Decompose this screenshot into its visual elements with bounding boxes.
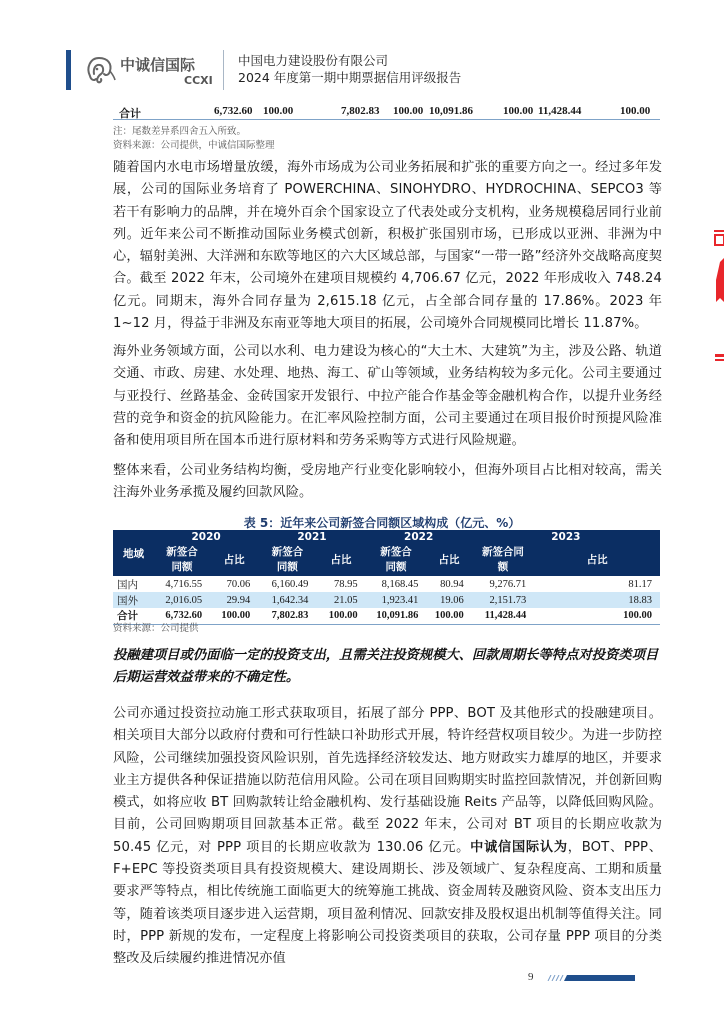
header-titles [238,52,461,86]
cell: 29.94 [210,592,258,608]
table-row [113,576,660,592]
cell: 100.00 [210,608,258,624]
ccxi-opinion-label: 中诚信国际认为 [470,839,568,855]
table-note: 注：尾数差异系四舍五入所致。 [113,126,247,137]
table-row [113,592,660,608]
cell: 78.95 [333,578,358,590]
cell: 10,091.86 [366,608,427,624]
ccxi-logo [84,52,224,88]
cell: 70.06 [226,578,251,590]
cell: 4,716.55 [165,578,203,590]
cell: 2,016.05 [154,592,210,608]
cell: 81.17 [628,578,652,590]
header-divider [223,50,224,90]
total-label: 合计 [119,108,141,120]
header-year: 2020 [154,530,258,544]
cell: 1,923.41 [366,592,427,608]
header-amount: 新签合同额 [472,544,535,576]
cell: 8,168.45 [381,578,419,590]
header-amount: 新签合同额 [366,544,427,576]
cell-region: 合计 [113,608,154,624]
header-accent-bar [66,50,71,90]
red-seal-stamp-icon [712,230,724,370]
paragraph-summary: 整体来看，公司业务结构均衡，受房地产行业变化影响较小，但海外项目占比相对较高，需关注海外业务承揽及履约回款风险。 [113,463,662,501]
cell: 100.00 [316,608,365,624]
header-region: 地域 [113,530,154,576]
cell: 6,732.60 [154,608,210,624]
text: ，BOT、PPP、F+EPC 等投资类项目具有投资规模大、建设周期长、涉及领域广、复杂程度高、工期和质量要求严等特点，相比传统施工面临更大的统筹施工挑战、资金周转及融资风险、资本支出压力等，随着该类项目逐步进入运营期，项目盈利情况、回款安排及股权退出机制等值得关注。同时，PPP 新规的发布，一定程度上将影响公司投资类项目的获取，公司存量 PPP 项目的分类整改及后续履约推进情况亦值 [113,839,662,967]
elephant-logo-icon [84,54,116,86]
cell: 80.94 [440,578,464,590]
section-heading-investment-risk: 投融建项目或仍面临一定的投资支出，且需关注投资规模大、回款周期长等特点对投资类项目后期运营效益带来的不确定性。 [113,648,659,685]
table-source: 资料来源：公司提供，中诚信国际整理 [113,140,275,151]
cell: 2,151.73 [472,592,535,608]
text: 公司亦通过投资拉动施工形式获取项目，拓展了部分 PPP、BOT 及其他形式的投融建项目。相关项目大部分以政府付费和可行性缺口补助形式开展，特许经营权项目较少。为进一步防控风险，公司继续加强投资风险识别，首先选择经济较发达、地方财政实力雄厚的地区，并要求业主方提供各种保证措施以防范信用风险。公司在项目回购期实时监控回款情况，并创新回购模式，如将应收 BT 回购款转让给金融机构、发行基础设施 Reits 产品等，以降低回购风险。目前，公司回购期项目回款基本正常。截至 2022 年末，公司对 BT 项目的长期应收款为 50.45 亿元，对 PPP 项目的长期应收款为 130.06 亿元。 [113,706,662,855]
cell: 100.00 [426,608,471,624]
cell: 100.00 [620,105,651,117]
footer-stripe-decoration [545,975,635,981]
cell: 11,428.44 [538,105,582,117]
page-header [66,50,666,90]
paragraph-investment-projects [113,703,662,971]
header-share: 占比 [316,544,365,576]
cell: 21.05 [316,592,365,608]
cell: 7,802.83 [258,608,316,624]
cell: 1,642.34 [258,592,316,608]
header-year: 2022 [366,530,472,544]
cell: 6,732.60 [214,105,253,117]
paragraph-overseas-fields: 海外业务领域方面，公司以水利、电力建设为核心的“大土木、大建筑”为主，涉及公路、轨道交通、市政、房建、水处理、地热、海工、矿山等领域，业务结构较为多元化。公司主要通过与亚投行、丝路基金、金砖国家开发银行、中拉产能合作基金等金融机构合作，以提升业务经营的竞争和资金的抗风险能力。在汇率风险控制方面，公司主要通过在项目报价时预提风险准备和使用项目所在国本币进行原材料和劳务采购等方式进行风险规避。 [113,344,662,449]
cell: 6,160.49 [271,578,309,590]
prev-table-total-row [113,103,660,120]
logo-text-en: CCXI [184,74,213,87]
logo-text-cn: 中诚信国际 [120,56,196,74]
cell: 18.83 [534,592,660,608]
cell: 100.00 [503,105,534,117]
cell: 100.00 [263,105,294,117]
header-year: 2021 [258,530,365,544]
cell: 100.00 [534,608,660,624]
cell: 7,802.83 [341,105,380,117]
page-number: 9 [528,971,534,983]
table-5-caption: 表 5：近年来公司新签合同额区域构成（亿元、%） [243,516,521,530]
cell: 100.00 [393,105,424,117]
header-amount: 新签合同额 [258,544,316,576]
cell-region: 国外 [113,592,154,608]
report-title: 2024 年度第一期中期票据信用评级报告 [238,70,462,85]
header-year: 2023 [472,530,660,544]
cell: 10,091.86 [429,105,473,117]
cell: 19.06 [426,592,471,608]
header-share: 占比 [210,544,258,576]
table-5-source: 资料来源：公司提供 [113,623,199,634]
cell-region: 国内 [117,578,138,591]
cell: 9,276.71 [489,578,527,590]
table-5-region-contracts [113,530,660,625]
header-amount: 新签合同额 [154,544,210,576]
company-name: 中国电力建设股份有限公司 [238,53,389,68]
header-share: 占比 [534,544,660,576]
cell: 11,428.44 [472,608,535,624]
paragraph-overseas-market: 随着国内水电市场增量放缓，海外市场成为公司业务拓展和扩张的重要方向之一。经过多年发展，公司的国际业务培育了 POWERCHINA、SINOHYDRO、HYDROCHINA、SEPCO3 等若干有影响力的品牌，并在境外百余个国家设立了代表处或分支机构，业务规模稳居同行业前列。近年来公司不断推动国际业务模式创新，积极扩张国别市场，已形成以亚洲、非洲为中心，辐射美洲、大洋洲和东欧等地区的六大区域总部，与国家“一带一路”经济外交战略高度契合。截至 2022 年末，公司境外在建项目规模约 4,706.67 亿元，2022 年形成收入 748.24 亿元。同期末，海外合同存量为 2,615.18 亿元，占全部合同存量的 17.86%。2023 年 1~12 月，得益于非洲及东南亚等地大项目的拓展，公司境外合同规模同比增长 11.87%。 [113,160,662,332]
header-share: 占比 [426,544,471,576]
